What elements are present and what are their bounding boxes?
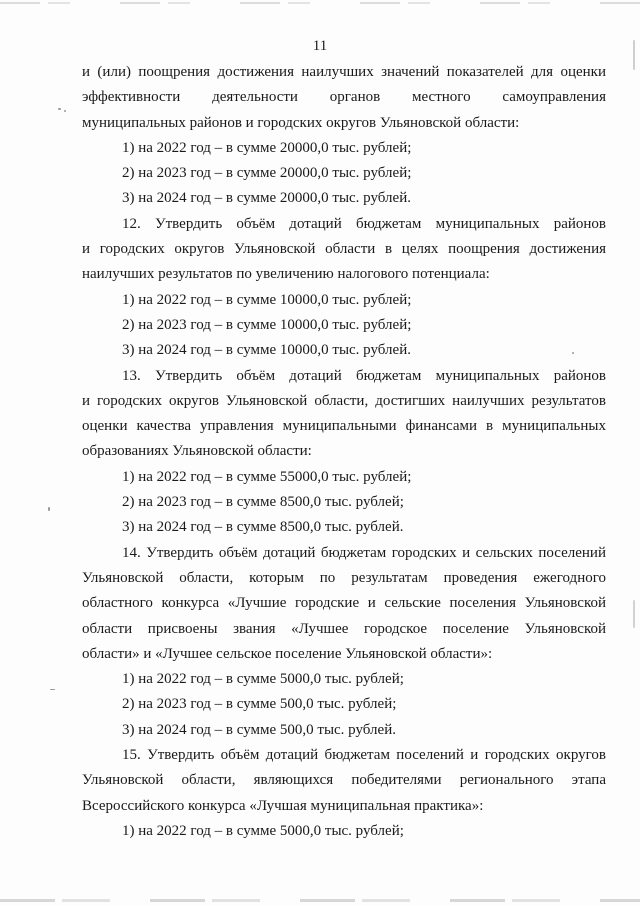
text-line: 3) на 2024 год – в сумме 8500,0 тыс. рублей.	[122, 519, 404, 536]
text-line: 2) на 2023 год – в сумме 500,0 тыс. рублей;	[122, 696, 397, 713]
document-body	[82, 60, 606, 844]
text-line: области» и «Лучшее сельское поселение Ульяновской области»:	[82, 645, 493, 662]
text-line: оценки качества управления муниципальными финансами в муниципальных	[82, 418, 606, 435]
text-line: 12. Утвердить объём дотаций бюджетам муниципальных районов	[122, 215, 606, 232]
text-line: областного конкурса «Лучшие городские и сельские поселения Ульяновской	[82, 595, 606, 612]
text-line: 3) на 2024 год – в сумме 10000,0 тыс. рублей.	[122, 342, 411, 359]
page-number: 11	[312, 38, 328, 54]
text-line: эффективности деятельности органов местного самоуправления	[82, 89, 606, 106]
text-line: Ульяновской области, являющихся победителями регионального этапа	[82, 772, 606, 789]
text-line: 14. Утвердить объём дотаций бюджетам городских и сельских поселений	[122, 544, 606, 561]
text-line: 2) на 2023 год – в сумме 20000,0 тыс. рублей;	[122, 165, 412, 182]
text-line: 15. Утвердить объём дотаций бюджетам поселений и городских округов	[122, 747, 606, 764]
text-line: и (или) поощрения достижения наилучших значений показателей для оценки	[82, 64, 606, 80]
text-line: 1) на 2022 год – в сумме 5000,0 тыс. рублей;	[122, 671, 404, 688]
scan-speck	[64, 110, 66, 112]
text-line: Ульяновской области, которым по результатам проведения ежегодного	[82, 569, 606, 586]
text-line: 1) на 2022 год – в сумме 5000,0 тыс. рублей;	[122, 822, 404, 839]
text-line: 13. Утвердить объём дотаций бюджетам муниципальных районов	[122, 367, 606, 384]
text-line: 1) на 2022 год – в сумме 55000,0 тыс. рублей;	[122, 468, 412, 485]
scan-speck	[633, 600, 635, 628]
text-line: 2) на 2023 год – в сумме 8500,0 тыс. рублей;	[122, 494, 404, 511]
text-line: наилучших результатов по увеличению налогового потенциала:	[82, 266, 490, 283]
text-line: 3) на 2024 год – в сумме 20000,0 тыс. рублей.	[122, 190, 411, 207]
scan-edge-top	[0, 2, 640, 4]
text-line: и городских округов Ульяновской области, достигших наилучших результатов	[82, 392, 606, 409]
text-line: 1) на 2022 год – в сумме 20000,0 тыс. рублей;	[122, 139, 412, 156]
text-line: образованиях Ульяновской области:	[82, 443, 312, 460]
text-line: муниципальных районов и городских округов Ульяновской области:	[82, 114, 520, 131]
scan-speck	[633, 40, 635, 70]
text-line: 1) на 2022 год – в сумме 10000,0 тыс. рублей;	[122, 291, 412, 308]
scan-speck	[50, 689, 55, 690]
text-line: 2) на 2023 год – в сумме 10000,0 тыс. рублей;	[122, 316, 412, 333]
scan-edge-bottom	[0, 899, 640, 902]
scan-speck	[58, 108, 61, 110]
scan-speck	[48, 507, 50, 511]
text-line: Всероссийского конкурса «Лучшая муниципальная практика»:	[82, 797, 484, 814]
text-line: 3) на 2024 год – в сумме 500,0 тыс. рублей.	[122, 721, 396, 738]
text-line: области присвоены звания «Лучшее городское поселение Ульяновской	[82, 620, 606, 637]
text-line: и городских округов Ульяновской области в целях поощрения достижения	[82, 241, 606, 258]
scan-speck	[572, 352, 574, 354]
